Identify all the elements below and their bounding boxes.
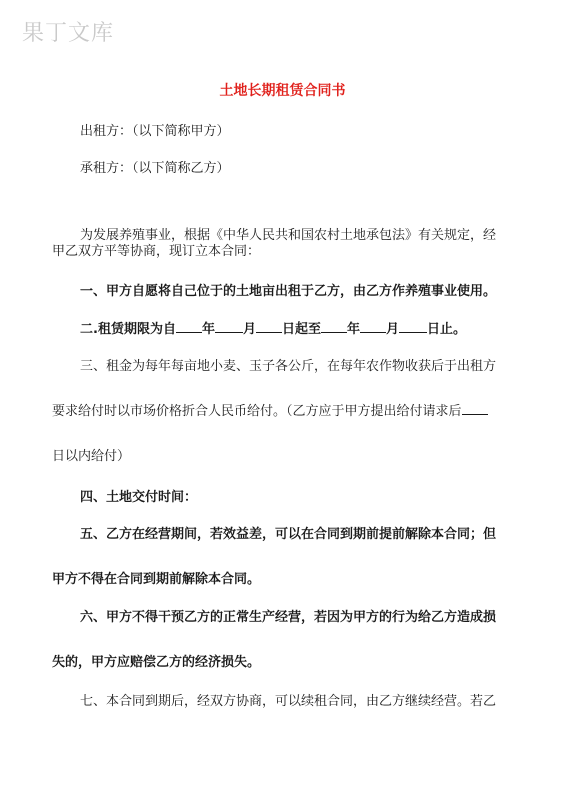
blank-start-year[interactable] <box>176 320 202 333</box>
clause-7-line-1: 七、本合同到期后，经双方协商，可以续租合同，由乙方继续经营。若乙 <box>80 694 497 709</box>
clause-4: 四、土地交付时间： <box>80 490 198 505</box>
blank-payment-days[interactable] <box>462 402 488 415</box>
clause-2-end-month-unit: 月 <box>386 322 400 337</box>
blank-start-day[interactable] <box>256 320 282 333</box>
clause-2-prefix: 二.租赁期限为自 <box>80 322 176 337</box>
clause-3-line-2-text: 要求给付时以市场价格折合人民币给付。（乙方应于甲方提出给付请求后 <box>52 404 462 419</box>
blank-end-month[interactable] <box>360 320 386 333</box>
watermark-logo: 果丁文库 <box>22 21 115 46</box>
clause-3-line-2 <box>52 400 488 419</box>
blank-end-day[interactable] <box>399 320 427 333</box>
blank-end-year[interactable] <box>321 320 347 333</box>
clause-2-end-day-unit: 日止。 <box>427 322 467 337</box>
clause-5-line-1: 五、乙方在经营期间，若效益差，可以在合同到期前提前解除本合同；但 <box>80 527 497 542</box>
clause-1: 一、甲方自愿将自己位于的土地亩出租于乙方，由乙方作养殖事业使用。 <box>80 284 497 299</box>
clause-2-end-year-unit: 年 <box>347 322 361 337</box>
clause-2-month-unit: 月 <box>242 322 256 337</box>
blank-start-month[interactable] <box>215 320 243 333</box>
intro-line-1: 为发展养殖事业，根据《中华人民共和国农村土地承包法》有关规定，经 <box>80 228 497 243</box>
clause-3-line-1: 三、租金为每年每亩地小麦、玉子各公斤，在每年农作物收获后于出租方 <box>80 359 497 374</box>
clause-3-line-3: 日以内给付） <box>52 449 131 464</box>
clause-2-day-unit: 日起至 <box>281 322 321 337</box>
lessee-line: 承租方：（以下简称乙方） <box>80 161 230 176</box>
clause-6-line-2: 失的，甲方应赔偿乙方的经济损失。 <box>52 655 261 670</box>
lessor-line: 出租方：（以下简称甲方） <box>80 124 230 139</box>
intro-line-2: 甲乙双方平等协商，现订立本合同： <box>52 244 261 259</box>
clause-2-year-unit: 年 <box>201 322 215 337</box>
document-title: 土地长期租赁合同书 <box>219 83 346 99</box>
clause-6-line-1: 六、甲方不得干预乙方的正常生产经营，若因为甲方的行为给乙方造成损 <box>80 610 497 625</box>
clause-2 <box>80 318 466 337</box>
clause-5-line-2: 甲方不得在合同到期前解除本合同。 <box>52 572 261 587</box>
